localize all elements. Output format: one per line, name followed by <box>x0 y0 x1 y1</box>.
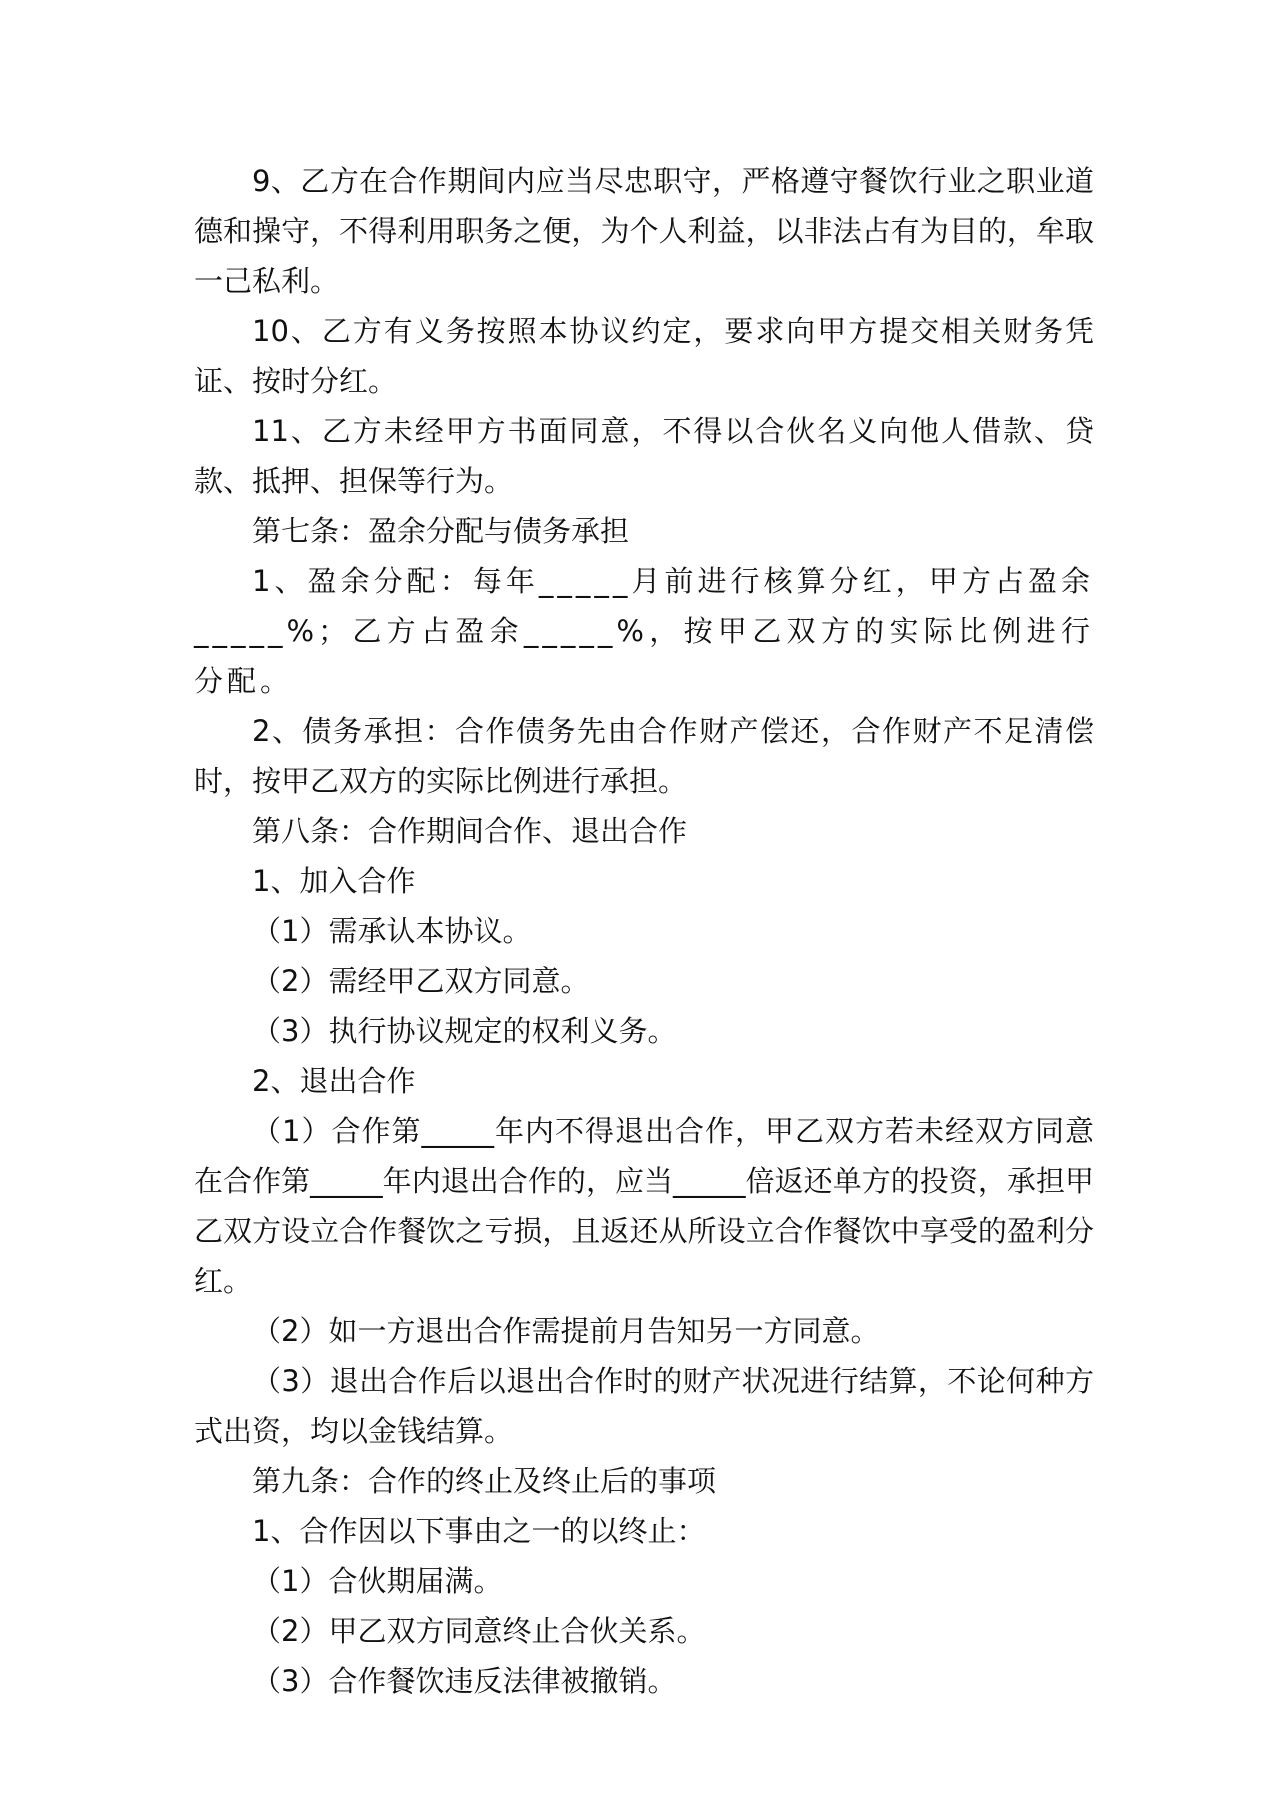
clause-9: 9、乙方在合作期间内应当尽忠职守，严格遵守餐饮行业之职业道德和操守，不得利用职务之便，为个人利益，以非法占有为目的，牟取一己私利。 <box>194 164 1094 298</box>
join-item-1: （1）需承认本协议。 <box>252 914 532 948</box>
exit-item-2: （2）如一方退出合作需提前月告知另一方同意。 <box>252 1314 880 1348</box>
exit-item-1: （1）合作第_____年内不得退出合作，甲乙双方若未经双方同意在合作第_____年内退出合作的，应当_____倍返还单方的投资，承担甲乙双方设立合作餐饮之亏损，且返还从所设立合作餐饮中享受的盈利分红。 <box>194 1114 1094 1298</box>
document-body <box>194 156 1094 1706</box>
termination-item-2: （2）甲乙双方同意终止合伙关系。 <box>252 1614 706 1648</box>
article-9-heading: 第九条：合作的终止及终止后的事项 <box>252 1464 717 1498</box>
termination-heading: 1、合作因以下事由之一的以终止： <box>252 1514 706 1548</box>
article-7-heading: 第七条：盈余分配与债务承担 <box>252 514 630 548</box>
article-8-heading: 第八条：合作期间合作、退出合作 <box>252 814 688 848</box>
exit-heading: 2、退出合作 <box>252 1064 416 1098</box>
clause-11: 11、乙方未经甲方书面同意，不得以合伙名义向他人借款、贷款、抵押、担保等行为。 <box>194 414 1094 498</box>
termination-item-1: （1）合伙期届满。 <box>252 1564 503 1598</box>
debt-bearing: 2、债务承担：合作债务先由合作财产偿还，合作财产不足清偿时，按甲乙双方的实际比例进行承担。 <box>194 714 1094 798</box>
profit-distribution: 1、盈余分配：每年_____月前进行核算分红，甲方占盈余_____%；乙方占盈余_____%，按甲乙双方的实际比例进行分配。 <box>194 564 1094 698</box>
exit-item-3: （3）退出合作后以退出合作时的财产状况进行结算，不论何种方式出资，均以金钱结算。 <box>194 1364 1094 1448</box>
join-item-3: （3）执行协议规定的权利义务。 <box>252 1014 677 1048</box>
join-heading: 1、加入合作 <box>252 864 416 898</box>
termination-item-3: （3）合作餐饮违反法律被撤销。 <box>252 1664 677 1698</box>
join-item-2: （2）需经甲乙双方同意。 <box>252 964 590 998</box>
clause-10: 10、乙方有义务按照本协议约定，要求向甲方提交相关财务凭证、按时分红。 <box>194 314 1094 398</box>
